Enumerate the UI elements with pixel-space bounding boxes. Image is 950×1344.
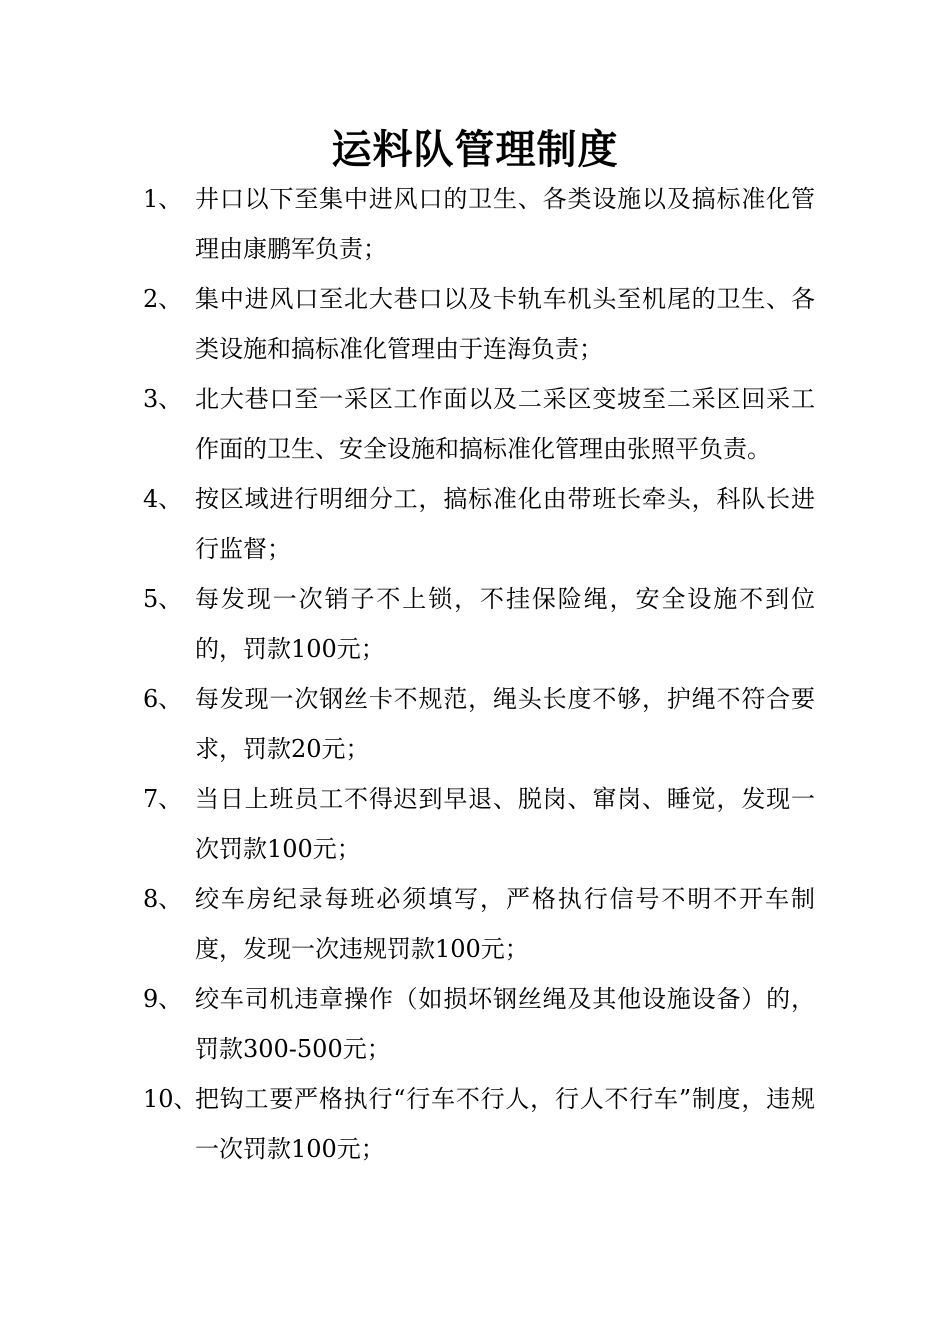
item-number: 10、 — [143, 1085, 198, 1113]
item-text: 绞车司机违章操作（如损坏钢丝绳及其他设施设备）的，罚款300-500元； — [195, 985, 815, 1063]
item-number: 5、 — [143, 585, 183, 613]
list-item — [143, 674, 815, 774]
item-number: 6、 — [143, 685, 183, 713]
list-item — [143, 1074, 815, 1174]
list-item — [143, 274, 815, 374]
item-number: 4、 — [143, 485, 183, 513]
list-item — [143, 574, 815, 674]
list-item — [143, 474, 815, 574]
item-text: 绞车房纪录每班必须填写，严格执行信号不明不开车制度，发现一次违规罚款100元； — [195, 885, 815, 963]
page-title: 运料队管理制度 — [331, 127, 619, 173]
item-text: 北大巷口至一采区工作面以及二采区变坡至二采区回采工作面的卫生、安全设施和搞标准化管理由张照平负责。 — [195, 385, 815, 463]
item-number: 8、 — [143, 885, 183, 913]
item-text: 按区域进行明细分工，搞标准化由带班长牵头，科队长进行监督； — [195, 485, 815, 563]
item-text: 集中进风口至北大巷口以及卡轨车机头至机尾的卫生、各类设施和搞标准化管理由于连海负责； — [195, 285, 815, 363]
item-text: 井口以下至集中进风口的卫生、各类设施以及搞标准化管理由康鹏军负责； — [195, 185, 815, 263]
list-item — [143, 374, 815, 474]
regulation-list — [143, 174, 815, 1174]
item-number: 9、 — [143, 985, 183, 1013]
item-text: 当日上班员工不得迟到早退、脱岗、窜岗、睡觉，发现一次罚款100元； — [195, 785, 815, 863]
item-number: 1、 — [143, 185, 183, 213]
item-number: 7、 — [143, 785, 183, 813]
list-item — [143, 974, 815, 1074]
item-text: 每发现一次销子不上锁，不挂保险绳，安全设施不到位的，罚款100元； — [195, 585, 815, 663]
list-item — [143, 774, 815, 874]
list-item — [143, 874, 815, 974]
item-text: 把钩工要严格执行“行车不行人，行人不行车”制度，违规一次罚款100元； — [195, 1085, 815, 1163]
item-number: 2、 — [143, 285, 183, 313]
list-item — [143, 174, 815, 274]
item-text: 每发现一次钢丝卡不规范，绳头长度不够，护绳不符合要求，罚款20元； — [195, 685, 815, 763]
item-number: 3、 — [143, 385, 183, 413]
